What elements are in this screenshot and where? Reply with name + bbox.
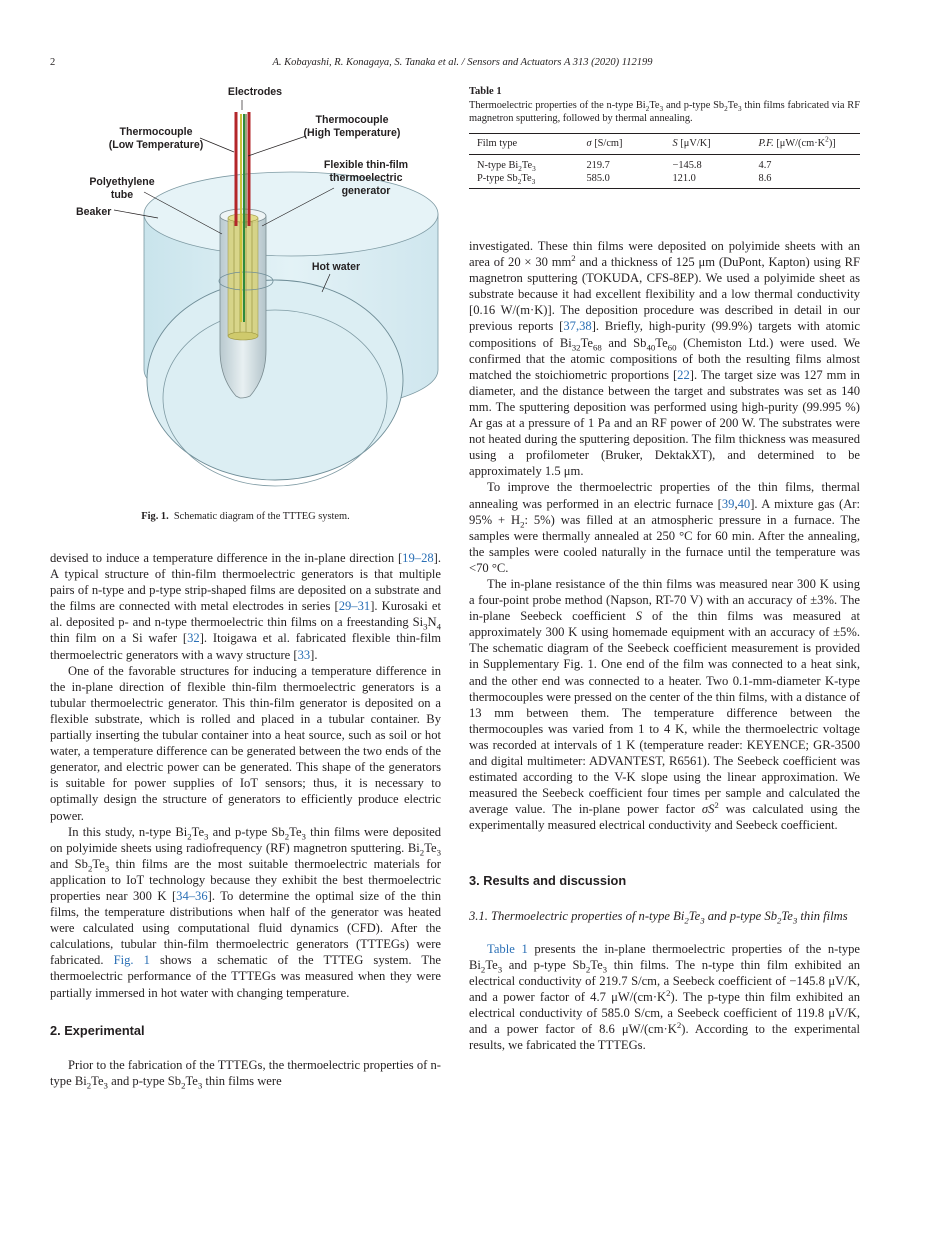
right-column [469, 238, 860, 1053]
table-header-power-factor: P.F. $[\mu W/(cm\cdot K^2)]$ [751, 134, 861, 155]
table-cell-power-factor: 4.7 [758, 160, 772, 171]
ttteg-schematic [50, 78, 441, 508]
figure-caption-text: Schematic diagram of the TTTEG system. [173, 511, 350, 522]
paragraph: Prior to the fabrication of the TTTEGs, the thermoelectric properties of n-type $Bi_2Te_3$ and p-type $Sb_2Te_3$ thin films were [50, 1057, 441, 1091]
table-cell-film: N-type $Bi_2Te_3$ [477, 160, 536, 174]
figure-caption-label: Fig. 1. [141, 511, 169, 522]
paragraph: devised to induce a temperature difference in the in-plane direction [19–28]. A typical structure of thin-film thermoelectric generators is that multiple pairs of n-type and p-type strip-shaped films are deposited on a substrate and the films are connected with metal electrodes in series [29–31]. Kurosaki et al. deposited p- and n-type thermoelectric thin films on a freestanding $Si_3N_4$ thin film on a Si wafer [32]. Itoigawa et al. fabricated flexible thin-film thermoelectric generators with a wavy structure [33]. [50, 551, 441, 662]
table-header-row [469, 134, 860, 155]
table-row [469, 172, 860, 189]
table-header-sigma: σ [S/cm] [578, 134, 664, 155]
page-number: 2 [50, 57, 56, 68]
section-heading-experimental: 2. Experimental [50, 1022, 145, 1038]
paragraph: In this study, n-type $Bi_2Te_3$ and p-type $Sb_2Te_3$ thin films were deposited on polyimide sheets using radiofrequency (RF) magnetron sputtering. $Bi_2Te_3$ and $Sb_2Te_3$ thin films are the most suitable thermoelectric materials for application to IoT technology because they exhibit the best thermoelectric properties near 300 K [34–36]. To determine the optimal size of the thin films, the temperature distributions when half of the generator was heated were calculated using computational fluid dynamics (CFD). After the calculations, tubular thin-film thermoelectric generators (TTTEGs) were fabricated. Fig. 1 shows a schematic of the TTTEG system. The thermoelectric performance of the TTTEGs was measured when they were partially immersed in hot water with changing temperature. [50, 824, 441, 1000]
table-cell-sigma: 219.7 [586, 160, 610, 171]
label-tc-high-1: Thermocouple [315, 114, 389, 126]
paragraph: Table 1 presents the in-plane thermoelectric properties of the n-type $Bi_2Te_3$ and p-type $Sb_2Te_3$ thin films. The n-type thin film exhibited an electrical conductivity of 219.7 S/cm, a Seebeck coefficient of −145.8 μV/K, and a power factor of 4.7 $\mu W/(cm\cdot K^2)$. The p-type thin film exhibited an electrical conductivity of 585.0 S/cm, a Seebeck coefficient of 119.8 μV/K, and a power factor of 8.6 $\mu W/(cm\cdot K^2)$. According to the experimental results, we fabricated the TTTEGs. [469, 941, 861, 1053]
paragraph: One of the favorable structures for inducing a temperature difference in the in-plane direction of flexible thin-film thermoelectric generators is a tubular thermoelectric generator. This thin-film generator is deposited on a flexible substrate, which is rolled and placed in a tubular container. By partially inserting the tubular container into a heat source, such as soil or hot water, a temperature difference can be generated between the two ends of the generator, and electric power can be generated. This shape of the generators is suitable for power supplies of IoT sensors; thus, it is necessary to optimally design the structure of generators to efficiently produce electric power. [50, 663, 441, 823]
label-beaker: Beaker [76, 206, 112, 218]
table-cell-seebeck: −145.8 [672, 160, 702, 171]
label-polyethylene-1: Polyethylene [89, 176, 155, 188]
left-column [50, 550, 441, 1089]
table-cell-seebeck: 121.0 [664, 172, 750, 189]
label-tc-low-1: Thermocouple [119, 126, 193, 138]
properties-table [469, 133, 860, 189]
beaker-rim [144, 172, 438, 256]
section-heading-results: 3. Results and discussion [469, 873, 627, 889]
paragraph: investigated. These thin films were deposited on polyimide sheets with an area of 20 × 30 $mm^2$ and a thickness of 125 μm (DuPont, Kapton) using RF magnetron sputtering (TOKUDA, CFS-8EP). We used a polyimide sheet as substrate because it had excellent flexibility and a low thermal conductivity [0.16 W/(m·K)]. The deposition procedure was described in detail in our previous reports [37,38]. Briefly, high-purity (99.9%) targets with atomic compositions of $Bi_{32}Te_{68}$ and $Sb_{40}Te_{60}$ (Chemiston Ltd.) were used. We confirmed that the atomic compositions of both the resulting films almost matched the stoichiometric proportions [22]. The target size was 127 mm in diameter, and the distance between the target and substrates was set as 140 mm. The sputtering deposition was performed using high-purity (99.995 %) Ar gas at a pressure of 1 Pa and an RF power of 200 W. The substrates were not heated during the sputtering deposition. The film thickness was measured using a profilometer (Bruker, DektakXT), and determined to be approximately 1.5 μm. [469, 239, 860, 479]
table-1 [469, 86, 860, 189]
table-cell-film: P-type $Sb_2Te_3$ [469, 172, 578, 189]
label-polyethylene-2: tube [110, 189, 134, 201]
table-header-film-type: Film type [469, 134, 578, 155]
table-label: Table 1 [469, 86, 502, 97]
label-flex-1: Flexible thin-film [323, 159, 409, 171]
subsection-heading: 3.1. Thermoelectric properties of n-type $Bi_2Te_3$ and p-type $Sb_2Te_3$ thin films [469, 908, 848, 926]
paragraph: To improve the thermoelectric properties of the thin films, thermal annealing was performed in an electric furnace [39,40]. A mixture gas (Ar: $95\% + H_2$: 5%) was filled at an atmospheric pressure in a furnace. The samples were thermally annealed at 250 °C for 60 min. After the annealing, the samples were cooled naturally in the furnace until the temperature was <70 °C. [469, 480, 860, 575]
figure-caption [50, 511, 441, 522]
table-row [469, 155, 860, 173]
label-electrodes: Electrodes [227, 86, 283, 98]
table-cell-sigma: 585.0 [578, 172, 664, 189]
table-header-seebeck: S [μV/K] [664, 134, 750, 155]
running-head: A. Kobayashi, R. Konagaya, S. Tanaka et al. / Sensors and Actuators A 313 (2020) 112199 [272, 57, 653, 68]
paragraph: The in-plane resistance of the thin films was measured near 300 K using a four-point probe method (Napson, RT-70 V) with an accuracy of ±3%. The in-plane Seebeck coefficient S of the thin films was measured at approximately 300 K using homemade equipment with an accuracy of ±5%. The schematic diagram of the Seebeck coefficient measurement is provided in Supplementary Fig. 1. One end of the film was connected to a heat sink, and the other end was connected to a heater. Two 0.1-mm-diameter K-type thermocouples were pressed on the center of the thin films, with a distance of 13 mm between them. The temperature difference between the thermocouples was varied from 1 to 4 K, while the thermoelectric voltage was recorded at intervals of 1 K (temperature reader: KEYENCE; GR-3500 and digital multimeter: ADVANTEST, R6561). The Seebeck coefficient was estimated according to the V-K slope using the linear approximation. We measured the Seebeck coefficient four times per sample and calculated the average value. The in-plane power factor $\sigma S^2$ was calculated using the experimentally measured electrical conductivity and Seebeck coefficient. [469, 576, 860, 833]
table-title: Thermoelectric properties of the n-type $Bi_2Te_3$ and p-type $Sb_2Te_3$ thin films fabricated via RF magnetron sputtering, followed by thermal annealing. [469, 100, 860, 124]
label-flex-2: thermoelectric [329, 172, 403, 184]
label-flex-3: generator [341, 185, 391, 197]
table-cell-power-factor: 8.6 [751, 172, 861, 189]
label-hot-water: Hot water [311, 261, 361, 273]
label-tc-high-2: (High Temperature) [303, 127, 401, 139]
label-tc-low-2: (Low Temperature) [108, 139, 204, 151]
figure-1 [50, 78, 441, 508]
